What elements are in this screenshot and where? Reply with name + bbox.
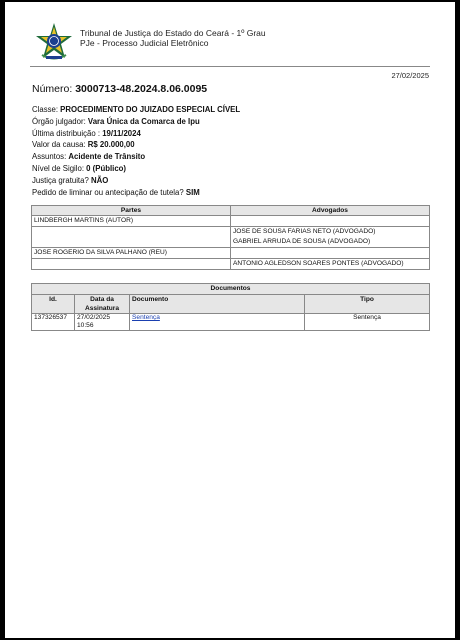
info-value: PROCEDIMENTO DO JUIZADO ESPECIAL CÍVEL xyxy=(60,105,241,114)
info-label: Nível de Sigilo: xyxy=(32,163,87,173)
system-name: PJe - Processo Judicial Eletrônico xyxy=(80,38,209,48)
empty-cell xyxy=(32,259,231,270)
table-row xyxy=(32,216,430,227)
column-header-partes: Partes xyxy=(32,206,231,216)
info-nivel-sigilo xyxy=(32,163,432,175)
doc-date: 27/02/2025 xyxy=(77,314,111,321)
partes-table xyxy=(31,205,430,270)
advogado-name: JOSE DE SOUSA FARIAS NETO (ADVOGADO) xyxy=(233,228,376,235)
parte-autor: LINDBERGH MARTINS (AUTOR) xyxy=(32,216,231,227)
info-value: SIM xyxy=(185,187,200,197)
column-header-data: Data da Assinatura xyxy=(75,295,130,314)
column-header-documento: Documento xyxy=(130,295,305,314)
doc-tipo: Sentença xyxy=(305,314,430,331)
info-pedido-liminar xyxy=(32,187,432,199)
column-header-advogados: Advogados xyxy=(231,206,430,216)
info-assuntos xyxy=(32,151,432,163)
court-name: Tribunal de Justiça do Estado do Ceará - 1º Grau xyxy=(80,28,266,38)
info-label: Classe: xyxy=(32,105,61,114)
info-value: 19/11/2024 xyxy=(102,128,141,138)
table-row xyxy=(32,227,430,248)
info-label: Última distribuição : xyxy=(32,128,103,138)
info-value: NÃO xyxy=(90,175,109,185)
info-valor-causa xyxy=(32,139,432,151)
header-text xyxy=(80,28,266,48)
info-value: R$ 20.000,00 xyxy=(87,140,135,150)
process-number xyxy=(32,83,207,95)
frame-right-border xyxy=(455,0,460,640)
info-classe xyxy=(32,104,432,116)
parte-reu: JOSE ROGERIO DA SILVA PALHANO (REU) xyxy=(32,248,231,259)
table-row xyxy=(32,248,430,259)
process-number-value: 3000713-48.2024.8.06.0095 xyxy=(75,83,208,95)
info-label: Órgão julgador: xyxy=(32,116,88,126)
info-label: Assuntos: xyxy=(32,152,69,162)
report-date: 27/02/2025 xyxy=(391,71,429,80)
doc-data xyxy=(75,314,130,331)
process-info xyxy=(32,104,432,198)
info-value: 0 (Público) xyxy=(86,163,127,173)
info-label: Valor da causa: xyxy=(32,140,88,150)
frame-top-border xyxy=(0,0,460,2)
info-label: Pedido de liminar ou antecipação de tutela? xyxy=(32,187,186,197)
advogado-name: GABRIEL ARRUDA DE SOUSA (ADVOGADO) xyxy=(233,238,371,245)
empty-cell xyxy=(32,227,231,248)
process-number-label: Número: xyxy=(32,83,73,95)
doc-time: 10:56 xyxy=(77,322,94,329)
table-row xyxy=(32,314,430,331)
document-header xyxy=(34,22,434,64)
documentos-title: Documentos xyxy=(32,284,430,295)
info-ultima-distribuicao xyxy=(32,128,432,140)
info-value: Acidente de Trânsito xyxy=(68,152,146,162)
info-orgao-julgador xyxy=(32,116,432,128)
table-row xyxy=(32,259,430,270)
doc-documento xyxy=(130,314,305,331)
info-label: Justiça gratuita? xyxy=(32,175,91,185)
advogado-cell xyxy=(231,227,430,248)
advogado-name: ANTONIO AGLEDSON SOARES PONTES (ADVOGADO) xyxy=(231,259,430,270)
header-divider xyxy=(30,66,430,67)
empty-cell xyxy=(231,248,430,259)
document-link[interactable]: Sentença xyxy=(132,314,160,321)
frame-left-border xyxy=(0,0,5,640)
doc-id: 137326537 xyxy=(32,314,75,331)
brazil-coat-of-arms-icon xyxy=(34,22,74,62)
table-header-row xyxy=(32,295,430,314)
column-header-id: Id. xyxy=(32,295,75,314)
column-header-tipo: Tipo xyxy=(305,295,430,314)
info-value: Vara Única da Comarca de Ipu xyxy=(87,116,200,126)
info-justica-gratuita xyxy=(32,175,432,187)
table-title-row xyxy=(32,284,430,295)
table-header-row xyxy=(32,206,430,216)
documentos-table xyxy=(31,283,430,331)
empty-cell xyxy=(231,216,430,227)
